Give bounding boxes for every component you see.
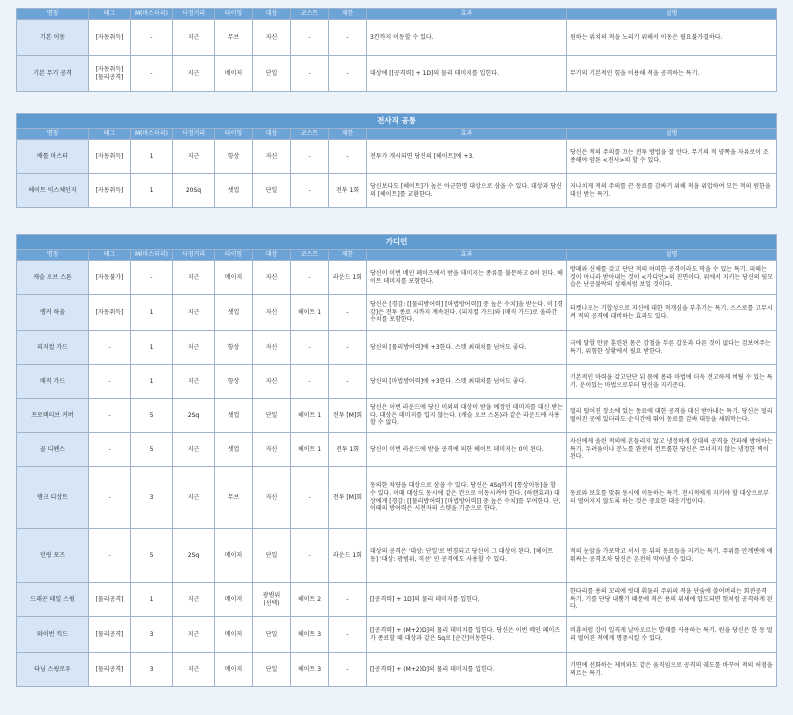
skill-mastery: 1 — [131, 583, 173, 617]
header-cost: 코스트 — [291, 9, 329, 20]
skill-range: 지근 — [173, 295, 215, 331]
skill-effect: [[공격력] + (M+2)D]의 물리 데미지를 입힌다. — [367, 653, 567, 687]
skill-mastery: 3 — [131, 653, 173, 687]
skill-range: 지근 — [173, 433, 215, 467]
skill-timing: 메이저 — [215, 583, 253, 617]
header-desc: 설명 — [567, 9, 777, 20]
header-effect: 효과 — [367, 250, 567, 261]
skill-desc: 기본적인 마력을 갖고단단 뒤 몸에 몸라 마법에 더욱 견고하게 버틸 수 있는 특기. 운이있는 마법으로부터 당신을 지키준다. — [567, 365, 777, 399]
skill-effect: 동의한 차량을 대상으로 삼을 수 있다. 당신은 4Sq까지 [통상이동]을 할 수 있다. 이때 대상도 동시에 같은 칸으로 이동시켜야 한다. (하캔효과) 대상에게 [경감: [[물리방어력] [마법방어력]] 중 높은 수치]를 부여한다. 단, 이때의 방어력은 시전자의 스텟을 기준으로 한다. — [367, 467, 567, 529]
skill-mastery: 5 — [131, 399, 173, 433]
skill-timing: 셋업 — [215, 399, 253, 433]
skill-range: 지근 — [173, 467, 215, 529]
skill-target: 단일 — [253, 529, 291, 583]
table-header-row — [17, 250, 777, 261]
table-row — [17, 653, 777, 687]
header-desc: 설명 — [567, 129, 777, 140]
skill-cost: 헤이트 3 — [291, 653, 329, 687]
skill-limit: 라운드 1회 — [329, 529, 367, 583]
skill-name: 와이번 킥드 — [17, 617, 89, 653]
skill-effect: 당신보다도 [헤이트]가 높은 아군한명 대상으로 삼을 수 있다. 대상과 당신의 [헤이트]를 교환한다. — [367, 174, 567, 208]
skill-tag: - — [89, 365, 131, 399]
table-row — [17, 583, 777, 617]
skill-limit: 전투 1회 — [329, 433, 367, 467]
skill-cost: 헤이트 1 — [291, 295, 329, 331]
skill-timing: 메이저 — [215, 261, 253, 295]
skill-limit: - — [329, 365, 367, 399]
skill-timing: 셋업 — [215, 295, 253, 331]
header-cost: 코스트 — [291, 129, 329, 140]
skill-effect: 당신이 이번 메인 페이즈에서 받을 데미지는 종류를 불문하고 0이 된다. 헤이트 데미지를 포함한다. — [367, 261, 567, 295]
skill-tag: [자동취득] — [89, 295, 131, 331]
skill-desc: 극에 달할 만큼 훈련된 몸은 강철을 두른 갑옷과 다른 것이 없다는 검보여주는 특기. 위험한 상황에서 필요 받한다. — [567, 331, 777, 365]
skill-desc: 비룡처럼 강이 일직게 날아오르는 발재를 사용하는 특기. 원을 당신은 한 동 멀리 떨어진 적에게 명중시킬 수 있다. — [567, 617, 777, 653]
skill-limit: 전투 1회 — [329, 174, 367, 208]
skill-timing: 셋업 — [215, 174, 253, 208]
skill-tag: - — [89, 331, 131, 365]
skill-timing: 항상 — [215, 331, 253, 365]
guardian-rows — [17, 261, 777, 687]
header-name: 명칭 — [17, 9, 89, 20]
skill-limit: - — [329, 331, 367, 365]
skill-effect: 당신은 이번 라운드에 당신 이외의 대상이 받을 예정인 데미지를 대신 받는다. 대상은 데미지를 입지 않는다. (캐슬 오브 스톤)과 같은 라운드에 사용할 수 없다. — [367, 399, 567, 433]
skill-limit: - — [329, 140, 367, 174]
skill-name: 드래곤 테일 스윙 — [17, 583, 89, 617]
skill-target: 자신 — [253, 467, 291, 529]
header-tag: 태그 — [89, 250, 131, 261]
table-row — [17, 331, 777, 365]
skill-range: 지근 — [173, 56, 215, 92]
table-header-row — [17, 9, 777, 20]
header-range: 사정거리 — [173, 129, 215, 140]
skill-mastery: - — [131, 20, 173, 56]
skill-effect: 전투가 개시되면 당신의 [헤이트]에 +3. — [367, 140, 567, 174]
header-limit: 제한 — [329, 250, 367, 261]
skill-desc: 멀리 떨어진 장소에 있는 동료에 대한 공격을 대신 받아내는 특기. 당신은 멀리 떨어진 곳에 있더라도 순식간에 뛰어 동료를 감싸 대등을 세워막는다. — [567, 399, 777, 433]
table-row — [17, 365, 777, 399]
header-mastery: M(마스터리) — [131, 129, 173, 140]
skill-mastery: 1 — [131, 331, 173, 365]
skill-tag: - — [89, 467, 131, 529]
skill-tag: [자동취득] [물리공격] — [89, 56, 131, 92]
skill-limit: - — [329, 653, 367, 687]
skill-target: 자신 — [253, 20, 291, 56]
skill-mastery: 3 — [131, 467, 173, 529]
skill-tag: - — [89, 399, 131, 433]
skill-desc: 자신에게 올린 적의에 흔들리지 않고 냉정하게 상대의 공격을 간파해 방어하는 특기. 두려움이나 분노를 완전히 컨트롤한 당신은 무너지지 않는 냉정한 벽이 된다. — [567, 433, 777, 467]
skill-mastery: 1 — [131, 140, 173, 174]
header-target: 대상 — [253, 129, 291, 140]
table-header-row — [17, 129, 777, 140]
skill-mastery: 3 — [131, 617, 173, 653]
header-limit: 제한 — [329, 9, 367, 20]
skill-tag: [자동취득] — [89, 174, 131, 208]
header-desc: 설명 — [567, 250, 777, 261]
skill-tag: [자동불가] — [89, 261, 131, 295]
skill-name: 앵커 하울 — [17, 295, 89, 331]
skill-name: 피지컬 가드 — [17, 331, 89, 365]
header-mastery: M(마스터리) — [131, 250, 173, 261]
skill-cost: - — [291, 140, 329, 174]
table-row — [17, 174, 777, 208]
skill-mastery: 5 — [131, 529, 173, 583]
header-target: 대상 — [253, 250, 291, 261]
header-range: 사정거리 — [173, 9, 215, 20]
header-effect: 효과 — [367, 129, 567, 140]
skills-table-basic — [16, 8, 777, 92]
skill-name: 골 디펜스 — [17, 433, 89, 467]
skill-cost: - — [291, 365, 329, 399]
header-target: 대상 — [253, 9, 291, 20]
skill-desc: 지나치게 적의 주의를 끈 동료를 감싸기 위해 적을 위압하여 모든 적의 원한을 대신 받는 특기. — [567, 174, 777, 208]
skill-limit: - — [329, 56, 367, 92]
header-timing: 타이밍 — [215, 9, 253, 20]
skill-effect: 당신이 이번 라운드에 받을 공격에 의한 헤이트 데미지는 0이 된다. — [367, 433, 567, 467]
skill-mastery: 1 — [131, 365, 173, 399]
skill-timing: 메이저 — [215, 617, 253, 653]
table-row — [17, 56, 777, 92]
skill-tag: [물리공격] — [89, 653, 131, 687]
skill-cost: - — [291, 261, 329, 295]
skill-name: 캐슬 오브 스톤 — [17, 261, 89, 295]
skill-limit: 전투 [M]회 — [329, 399, 367, 433]
skill-effect: 당신의 [물리방어력]에 +3한다. 스텟 최대치를 넘어도 좋다. — [367, 331, 567, 365]
skill-timing: 항상 — [215, 365, 253, 399]
skill-desc: 기면에 선화하는 제비와도 같은 움직임으로 공격의 궤도를 바꾸어 적의 허점을 찌르는 특기. — [567, 653, 777, 687]
skill-target: 자신 — [253, 433, 291, 467]
skill-name: 타닝 스윙로우 — [17, 653, 89, 687]
skill-timing: 셋업 — [215, 433, 253, 467]
skill-range: 2Sq — [173, 399, 215, 433]
skill-limit: 전투 [M]회 — [329, 467, 367, 529]
skill-effect: 당신은 [경감: [[물리방어력] [마법방어력]] 중 높은 수치]을 받는다. 이 [경감]은 전투 종료 시까지 계속된다. (피지컬 가드)와 (매직 가드)로 올라간 수치를 포함한다. — [367, 295, 567, 331]
header-name: 명칭 — [17, 129, 89, 140]
skill-name: 던링 포즈 — [17, 529, 89, 583]
skill-tag: [자동취득] — [89, 20, 131, 56]
skill-desc: 적의 눈앞을 가로막고 서서 등 뒤의 동료들을 지키는 특기. 주위를 안계변에 에워싸는 공격조차 당신은 온전히 막아낼 수 있다. — [567, 529, 777, 583]
skill-range: 지근 — [173, 365, 215, 399]
table-row — [17, 295, 777, 331]
skill-timing: 메이저 — [215, 653, 253, 687]
section-title: 가디언 — [17, 235, 777, 250]
table-row — [17, 467, 777, 529]
skill-target: 자신 — [253, 295, 291, 331]
skill-limit: - — [329, 20, 367, 56]
table-row — [17, 140, 777, 174]
skill-range: 지근 — [173, 20, 215, 56]
skill-range: 지근 — [173, 331, 215, 365]
skill-effect: 당신의 [마법방어력]에 +3한다. 스텟 최대치를 넘어도 좋다. — [367, 365, 567, 399]
skill-effect: 3칸까지 이동할 수 있다. — [367, 20, 567, 56]
skill-target: 자신 — [253, 365, 291, 399]
skill-desc: 방패와 신체를 갖고 단단 적의 어떠한 공격이라도 막을 수 있는 특기. 피해는 것이 아니라 받아내는 것이 <가디언>의 진면이다. 위에서 지키는 당신의 뒷모습은 난공불락의 성채처럼 보일 것이다. — [567, 261, 777, 295]
table-row — [17, 261, 777, 295]
skill-desc: 원하는 위치의 적을 노리기 위해서 이동은 필요불가결하다. — [567, 20, 777, 56]
skill-timing: 메이저 — [215, 56, 253, 92]
skill-target: 단일 — [253, 174, 291, 208]
skill-target: 단일 — [253, 653, 291, 687]
skill-effect: [[공격력] + (M+2)D]의 물리 데미지를 입힌다. 당신은 이번 메인 페이즈가 종료할 때 대상과 같은 Sq로 [순간]이동한다. — [367, 617, 567, 653]
skill-cost: - — [291, 20, 329, 56]
skill-cost: - — [291, 174, 329, 208]
skills-table-warrior-common — [16, 113, 777, 208]
header-effect: 효과 — [367, 9, 567, 20]
table-row — [17, 399, 777, 433]
skill-name: 헤이트 익스체인지 — [17, 174, 89, 208]
skill-range: 20Sq — [173, 174, 215, 208]
skill-cost: - — [291, 467, 329, 529]
skill-name: 배틀 마스터 — [17, 140, 89, 174]
skill-limit: - — [329, 295, 367, 331]
skill-tag: [물리공격] — [89, 583, 131, 617]
skill-name: 기본 무기 공격 — [17, 56, 89, 92]
skill-range: 지근 — [173, 617, 215, 653]
skill-target: 자신 — [253, 140, 291, 174]
table-row — [17, 433, 777, 467]
skill-tag: [물리공격] — [89, 617, 131, 653]
skill-target: 단일 — [253, 617, 291, 653]
skill-desc: 당신은 적의 주의를 끄는 전투 방법을 잘 안다. 무기의 적 양쪽을 자유로이 조종해야 암튼 <전사>의 할 수 있다. — [567, 140, 777, 174]
table-row — [17, 529, 777, 583]
skill-desc: 티켓나오는 기합성으로 지신에 대한 적개심을 부추기는 특기. 스스로를 고무시켜 적의 공격에 대비하는 효과도 있다. — [567, 295, 777, 331]
skill-range: 지근 — [173, 261, 215, 295]
header-name: 명칭 — [17, 250, 89, 261]
skill-timing: 항상 — [215, 140, 253, 174]
skill-timing: 무브 — [215, 20, 253, 56]
skill-cost: - — [291, 529, 329, 583]
header-tag: 태그 — [89, 9, 131, 20]
skill-cost: - — [291, 56, 329, 92]
skill-effect: 대상에 [[공격력] + 1D]의 물리 데미지를 입힌다. — [367, 56, 567, 92]
skill-cost: 헤이트 1 — [291, 399, 329, 433]
skill-range: 지근 — [173, 140, 215, 174]
skill-cost: - — [291, 331, 329, 365]
skill-target: 단일 — [253, 56, 291, 92]
skill-name: 기본 이동 — [17, 20, 89, 56]
skill-tag: - — [89, 529, 131, 583]
table-row — [17, 617, 777, 653]
header-mastery: M(마스터리) — [131, 9, 173, 20]
header-timing: 타이밍 — [215, 129, 253, 140]
skill-limit: - — [329, 583, 367, 617]
skill-cost: 헤이트 3 — [291, 617, 329, 653]
skill-desc: 한다리를 용의 꼬리에 빗대 휘둘러 주위의 적을 단숨에 쓸어버리는 회전공격 특기. 기를 단당 내뿜기 때문에 적은 용의 위세에 압도되면 헛처럼 공격하게 된다. — [567, 583, 777, 617]
skills-table-guardian — [16, 234, 777, 687]
skill-tag: - — [89, 433, 131, 467]
skill-mastery: 5 — [131, 433, 173, 467]
skill-target: 자신 — [253, 261, 291, 295]
skill-target: 자신 — [253, 331, 291, 365]
skill-effect: 대상의 공격은 '대상: 단일'로 변경되고 당신이 그 대상이 된다. [헤이트 동] '대상: 광범위, 직선' 인 공격에도 사용할 수 있다. — [367, 529, 567, 583]
skill-limit: - — [329, 617, 367, 653]
header-cost: 코스트 — [291, 250, 329, 261]
skill-timing: 메이저 — [215, 529, 253, 583]
skill-desc: 무기의 기본적인 힘을 이용해 적을 공격하는 특기. — [567, 56, 777, 92]
skill-mastery: 1 — [131, 174, 173, 208]
header-timing: 타이밍 — [215, 250, 253, 261]
skill-target: 광범위 (선택) — [253, 583, 291, 617]
skill-mastery: - — [131, 56, 173, 92]
skill-desc: 동료와 보호를 맞춰 동시에 이동하는 특기. 전시적에게 지키야 할 대상으로부터 떨어지지 않도록 하는 것은 중요한 대응기법이다. — [567, 467, 777, 529]
table-row — [17, 20, 777, 56]
skill-cost: 헤이트 1 — [291, 433, 329, 467]
skill-name: 프로텍티브 커버 — [17, 399, 89, 433]
skill-cost: 헤이트 2 — [291, 583, 329, 617]
header-range: 사정거리 — [173, 250, 215, 261]
section-title: 전사직 공통 — [17, 114, 777, 129]
skill-tag: [자동취득] — [89, 140, 131, 174]
skill-effect: [[공격력] + 1D]의 물리 데미지를 입힌다. — [367, 583, 567, 617]
skill-range: 지근 — [173, 583, 215, 617]
header-limit: 제한 — [329, 129, 367, 140]
skill-timing: 무브 — [215, 467, 253, 529]
skill-limit: 라운드 1회 — [329, 261, 367, 295]
header-tag: 태그 — [89, 129, 131, 140]
skill-name: 매직 가드 — [17, 365, 89, 399]
skill-target: 단일 — [253, 399, 291, 433]
skill-range: 2Sq — [173, 529, 215, 583]
skill-mastery: 1 — [131, 295, 173, 331]
skill-mastery: - — [131, 261, 173, 295]
skill-range: 지근 — [173, 653, 215, 687]
skill-name: 탱크 디상트 — [17, 467, 89, 529]
